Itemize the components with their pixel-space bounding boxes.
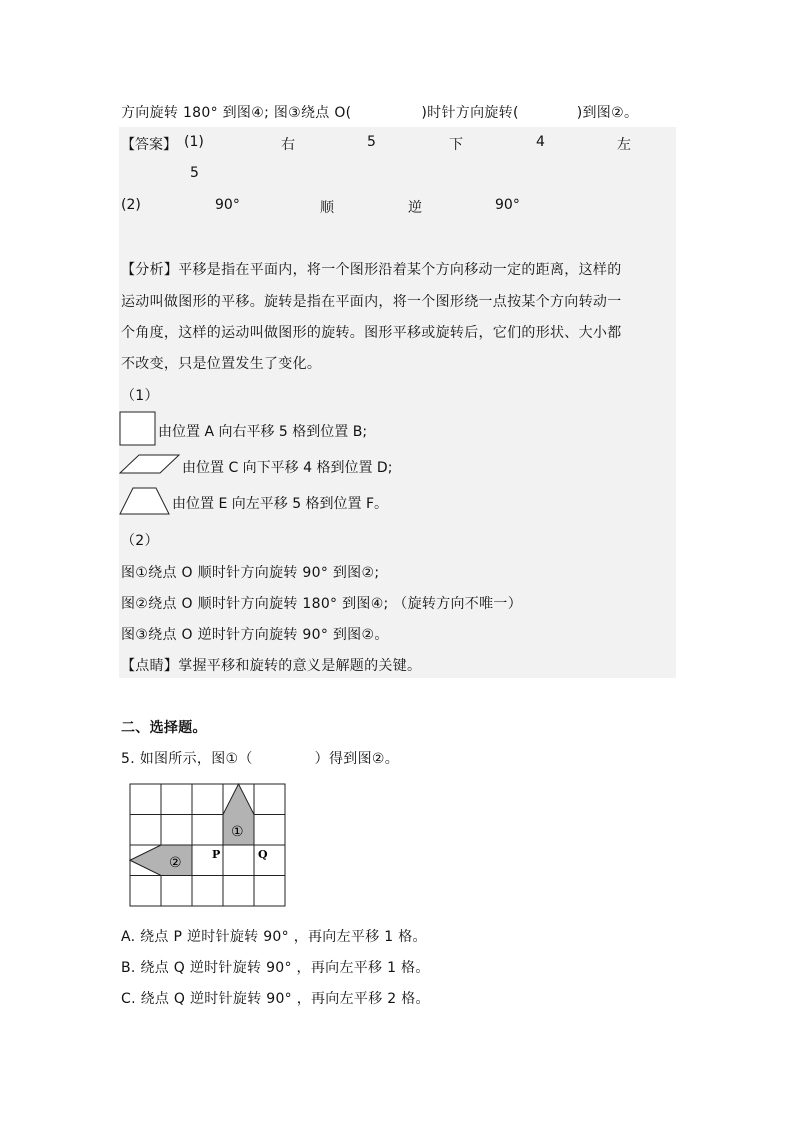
- q5-option-b[interactable]: B. 绕点 Q 逆时针旋转 90° ，再向左平移 1 格。: [121, 960, 430, 976]
- square-icon: [119, 411, 157, 447]
- analysis-line-3: 个角度，这样的运动叫做图形的旋转。图形平移或旋转后，它们的形状、大小都: [121, 325, 622, 341]
- answer-row1-steps1: 5: [367, 134, 376, 150]
- trapezoid-icon: [119, 486, 171, 516]
- rotation-line-3: 图③绕点 O 逆时针方向旋转 90° 到图②。: [121, 627, 389, 643]
- shape-2: [130, 845, 192, 876]
- q4-tail-line: [121, 102, 638, 122]
- analysis-line-2: 运动叫做图形的平移。旋转是指在平面内，将一个图形绕一点按某个方向转动一: [121, 294, 622, 310]
- q5-stem-start: 5. 如图所示，图①（: [121, 751, 253, 767]
- rotation-line-2: 图②绕点 O 顺时针方向旋转 180° 到图④; （旋转方向不唯一）: [121, 596, 523, 612]
- q5-option-c[interactable]: C. 绕点 Q 逆时针旋转 90° ，再向左平移 2 格。: [121, 991, 430, 1007]
- grid-lines: [130, 784, 285, 906]
- answer-row2-angle1: 90°: [215, 197, 240, 213]
- move-text-c-to-d: 由位置 C 向下平移 4 格到位置 D;: [182, 460, 393, 476]
- q4-tail-part1: 方向旋转 180° 到图④; 图③绕点 O(: [121, 105, 352, 121]
- shape-2-label: ②: [169, 855, 182, 871]
- analysis-label: 【分析】: [121, 262, 179, 278]
- answer-row1-part: (1): [184, 134, 204, 150]
- answer-label: 【答案】: [121, 137, 177, 153]
- key-point-label: 【点睛】: [121, 658, 179, 674]
- answer-row1-direction3: 左: [617, 137, 631, 153]
- analysis-line-1: [121, 259, 622, 279]
- answer-row1-steps2: 4: [536, 134, 545, 150]
- answer-row1-direction1: 右: [281, 137, 295, 153]
- answer-row1-steps3: 5: [190, 165, 199, 181]
- q5-stem-end: ）得到图②。: [314, 751, 400, 767]
- answer-row2-dir1: 顺: [320, 200, 334, 216]
- analysis-part2-label: （2）: [121, 533, 159, 549]
- key-point-line: [121, 655, 421, 675]
- section-2-title: 二、选择题。: [121, 720, 207, 736]
- q4-tail-part3: )到图②。: [576, 105, 639, 121]
- answer-row1-direction2: 下: [449, 137, 463, 153]
- analysis-part1-label: （1）: [121, 388, 159, 404]
- rotation-line-1: 图①绕点 O 顺时针方向旋转 90° 到图②;: [121, 565, 380, 581]
- move-text-a-to-b: 由位置 A 向右平移 5 格到位置 B;: [158, 424, 368, 440]
- analysis-text-1: 平移是指在平面内，将一个图形沿着某个方向移动一定的距离，这样的: [178, 262, 622, 278]
- point-q-label: Q: [258, 848, 268, 861]
- q4-tail-part2: )时针方向旋转(: [421, 105, 519, 121]
- q5-stem: [121, 748, 399, 768]
- answer-row2-dir2: 逆: [408, 200, 422, 216]
- q5-option-a[interactable]: A. 绕点 P 逆时针旋转 90° ，再向左平移 1 格。: [121, 929, 427, 945]
- point-p-label: P: [212, 848, 221, 861]
- key-point-text: 掌握平移和旋转的意义是解题的关键。: [178, 658, 422, 674]
- parallelogram-icon: [119, 453, 181, 475]
- answer-row2-part: (2): [121, 197, 141, 213]
- move-text-e-to-f: 由位置 E 向左平移 5 格到位置 F。: [172, 496, 389, 512]
- analysis-line-4: 不改变，只是位置发生了变化。: [121, 356, 322, 372]
- q5-grid-figure: [129, 783, 289, 909]
- answer-row2-angle2: 90°: [495, 197, 520, 213]
- shape-1-label: ①: [231, 824, 244, 840]
